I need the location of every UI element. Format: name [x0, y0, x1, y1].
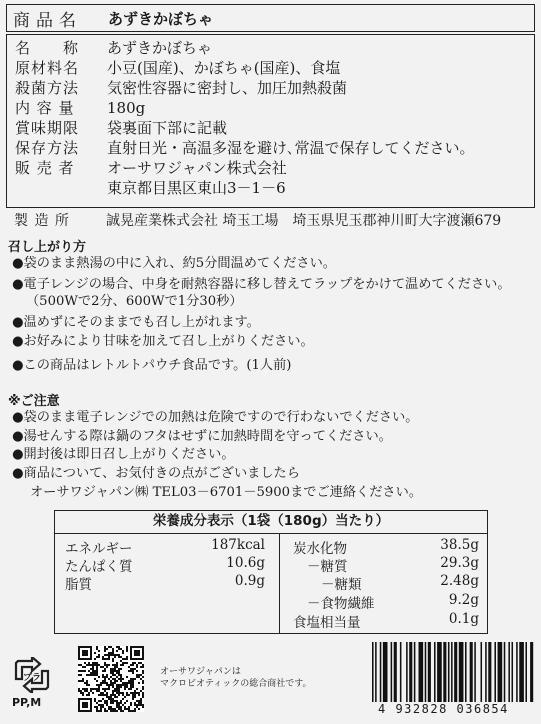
caution-line: ●袋のまま電子レンジでの加熱は危険ですので行わないでください。 — [12, 410, 419, 425]
label-info-box — [6, 34, 535, 208]
barcode — [370, 642, 536, 702]
product-name-label: 商品名 — [13, 10, 82, 31]
qr-code — [78, 646, 144, 712]
howto-line: ●お好みにより甘味を加えて召し上がりください。 — [12, 334, 314, 349]
nutrition-title: 栄養成分表示（1袋（180g）当たり） — [55, 511, 487, 534]
caution-line: ●開封後は即日召し上がりください。 — [12, 447, 235, 462]
company-note-line: マクロビオティックの総合商社です。 — [160, 679, 312, 689]
company-note-line: オーサワジャパンは — [160, 667, 241, 677]
info-row-storage: 保存方法 直射日光・高温多湿を避け､常温で保存してください。 — [15, 139, 475, 157]
nutrition-divider — [279, 533, 280, 634]
howto-line: ●温めずにそのままでも召し上がれます。 — [12, 315, 260, 330]
manufacturer-row: 製 造 所 誠晃産業株式会社 埼玉工場 埼玉県児玉郡神川町大字渡瀬679 — [14, 213, 502, 229]
nutrition-value: 0.9g — [234, 573, 265, 589]
caution-line: ●商品について、お気付きの点がございましたら — [12, 466, 300, 481]
nutrition-label: たんぱく質 — [65, 559, 133, 575]
nutrition-value: 38.5g — [440, 537, 479, 553]
info-row-content: 内 容 量 180g — [15, 99, 146, 117]
nutrition-label: －糖類 — [321, 577, 362, 593]
nutrition-label: エネルギー — [65, 541, 133, 557]
caution-title: ※ご注意 — [8, 394, 60, 409]
nutrition-value: 0.1g — [448, 611, 479, 627]
info-row-ingredients: 原材料名 小豆(国産)、かぼちゃ(国産)、食塩 — [15, 59, 341, 77]
nutrition-value: 2.48g — [440, 573, 479, 589]
product-name-row — [6, 4, 535, 32]
howto-line: （500Wで2分、600Wで1分30秒） — [26, 294, 243, 309]
caution-line: オーサワジャパン㈱ TEL03－6701－5900までご連絡ください。 — [30, 485, 422, 500]
material-code: PP,M — [12, 696, 42, 709]
info-row-seller: 販 売 者 オーサワジャパン株式会社 — [15, 159, 287, 177]
howto-line: ●電子レンジの場合、中身を耐熱容器に移し替えてラップをかけて温めてください。 — [12, 277, 511, 292]
nutrition-value: 29.3g — [440, 555, 479, 571]
info-row-expiry: 賞味期限 袋裏面下部に記載 — [15, 119, 228, 137]
product-name-value: あずきかぼちゃ — [108, 9, 214, 28]
nutrition-label: －糖質 — [307, 559, 348, 575]
caution-line: ●湯せんする際は鍋のフタはせずに加熱時間を守ってください。 — [12, 429, 392, 444]
howto-line: ●袋のまま熱湯の中に入れ、約5分間温めてください。 — [12, 256, 336, 271]
nutrition-label: 食塩相当量 — [293, 615, 361, 631]
plastic-recycle-icon — [12, 657, 52, 693]
company-note — [160, 666, 312, 690]
howto-title: 召し上がり方 — [8, 240, 87, 255]
nutrition-table — [54, 510, 488, 634]
nutrition-value: 9.2g — [448, 592, 479, 608]
howto-line: ●この商品はレトルトパウチ食品です。(1人前) — [12, 358, 292, 373]
info-row-seller-address: 東京都目黒区東山3－1－6 — [107, 179, 286, 197]
jan-number: 4 932828 036854 — [378, 702, 509, 716]
nutrition-label: 炭水化物 — [293, 541, 347, 557]
nutrition-value: 187kcal — [211, 537, 265, 553]
info-row-name: 名 称 あずきかぼちゃ — [15, 39, 213, 57]
info-row-sterilization: 殺菌方法 気密性容器に密封し、加圧加熱殺菌 — [15, 79, 348, 97]
svg-text:プラ: プラ — [22, 673, 42, 683]
nutrition-label: 脂質 — [65, 577, 92, 593]
nutrition-label: －食物繊維 — [307, 596, 375, 612]
nutrition-value: 10.6g — [226, 555, 265, 571]
